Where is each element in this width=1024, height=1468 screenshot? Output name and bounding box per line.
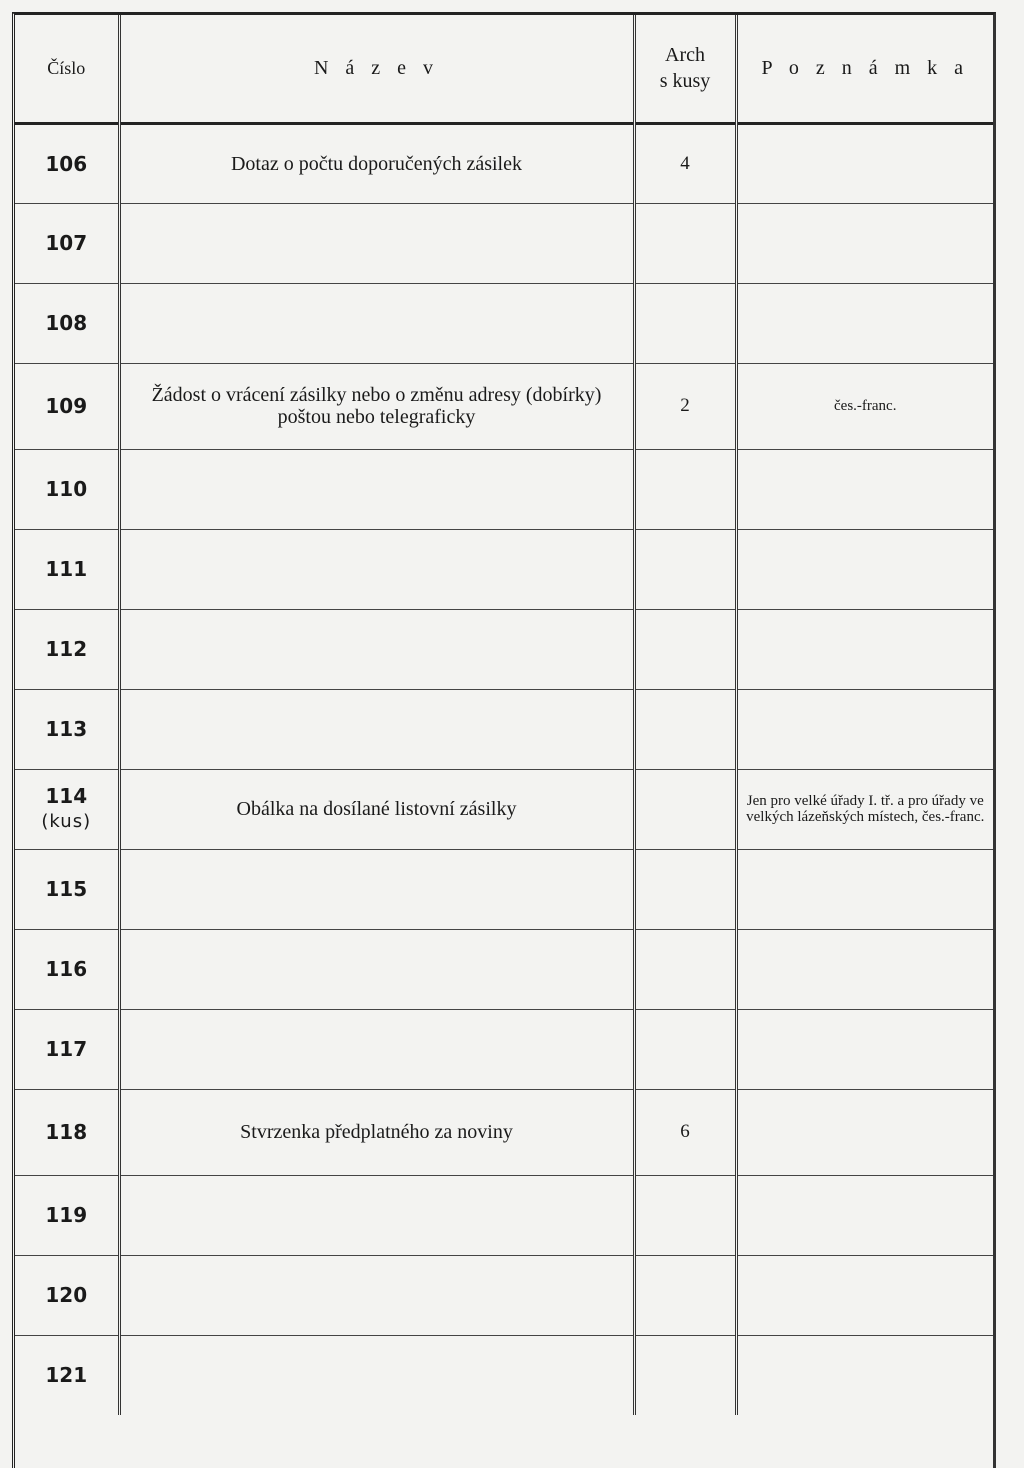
row-number	[15, 689, 119, 769]
row-qty	[634, 203, 736, 283]
table-row	[15, 769, 993, 849]
table-row	[15, 363, 993, 449]
row-note	[736, 449, 993, 529]
row-note	[736, 1255, 993, 1335]
row-number-value: 112	[45, 637, 88, 661]
row-note	[736, 689, 993, 769]
table-row	[15, 1009, 993, 1089]
row-qty: 2	[634, 363, 736, 449]
row-qty	[634, 929, 736, 1009]
row-number	[15, 929, 119, 1009]
row-name: Dotaz o počtu doporučených zásilek	[119, 123, 634, 203]
table-row	[15, 449, 993, 529]
row-name	[119, 689, 634, 769]
row-number-value: 118	[45, 1120, 88, 1144]
row-number	[15, 529, 119, 609]
table-row	[15, 203, 993, 283]
row-name: Stvrzenka předplatného za noviny	[119, 1089, 634, 1175]
row-note	[736, 1009, 993, 1089]
row-name	[119, 1175, 634, 1255]
table-row	[15, 283, 993, 363]
header-arch-line1: Arch	[665, 44, 705, 67]
table-row	[15, 529, 993, 609]
row-qty	[634, 529, 736, 609]
row-note	[736, 609, 993, 689]
row-number-value: 115	[45, 877, 88, 901]
row-name	[119, 283, 634, 363]
row-number-value: 110	[45, 477, 88, 501]
row-note: Jen pro velké úřady I. tř. a pro úřady ve velkých lázeňských místech, čes.-franc.	[736, 769, 993, 849]
header-number: Číslo	[15, 15, 119, 123]
row-number	[15, 203, 119, 283]
row-number-value: 106	[45, 151, 88, 176]
row-qty	[634, 689, 736, 769]
row-note	[736, 1175, 993, 1255]
row-name	[119, 203, 634, 283]
row-number	[15, 449, 119, 529]
row-number-value: 116	[45, 957, 88, 981]
table-row	[15, 929, 993, 1009]
row-number	[15, 769, 119, 849]
row-number	[15, 1335, 119, 1415]
row-number	[15, 609, 119, 689]
row-note	[736, 849, 993, 929]
row-note	[736, 123, 993, 203]
header-row	[15, 15, 993, 123]
row-name	[119, 1009, 634, 1089]
row-name: Obálka na dosílané listovní zásilky	[119, 769, 634, 849]
row-number-value: 109	[45, 394, 88, 418]
table-row	[15, 689, 993, 769]
table-row	[15, 1255, 993, 1335]
row-note	[736, 1089, 993, 1175]
row-number	[15, 363, 119, 449]
table-row	[15, 609, 993, 689]
row-number-value: 108	[45, 311, 88, 335]
row-qty	[634, 1335, 736, 1415]
table-row	[15, 1089, 993, 1175]
row-name	[119, 929, 634, 1009]
row-name	[119, 609, 634, 689]
row-number-value: 119	[45, 1203, 88, 1227]
row-number-value: 113	[45, 717, 88, 741]
row-number	[15, 123, 119, 203]
row-qty	[634, 609, 736, 689]
table-row	[15, 849, 993, 929]
row-qty	[634, 769, 736, 849]
header-name: N á z e v	[119, 15, 634, 123]
row-number-value: 117	[45, 1037, 88, 1061]
row-number-sub: (kus)	[41, 811, 92, 832]
form-sheet	[12, 12, 996, 1468]
row-name	[119, 449, 634, 529]
row-number	[15, 1175, 119, 1255]
row-name	[119, 1335, 634, 1415]
row-name: Žádost o vrácení zásilky nebo o změnu adresy (dobírky) poštou nebo telegraficky	[119, 363, 634, 449]
row-number	[15, 1089, 119, 1175]
table-row	[15, 1335, 993, 1415]
row-number	[15, 1255, 119, 1335]
row-qty	[634, 1255, 736, 1335]
row-qty: 6	[634, 1089, 736, 1175]
row-qty	[634, 1175, 736, 1255]
row-number	[15, 849, 119, 929]
row-number-value: 120	[45, 1283, 88, 1307]
row-number-value: 111	[45, 557, 88, 581]
row-note	[736, 203, 993, 283]
row-note	[736, 929, 993, 1009]
row-number	[15, 1009, 119, 1089]
forms-table	[15, 15, 993, 1415]
row-name	[119, 529, 634, 609]
row-note: čes.-franc.	[736, 363, 993, 449]
row-qty	[634, 449, 736, 529]
row-name	[119, 849, 634, 929]
row-number-value: 114	[45, 784, 88, 808]
row-note	[736, 1335, 993, 1415]
row-qty	[634, 849, 736, 929]
row-note	[736, 529, 993, 609]
row-note	[736, 283, 993, 363]
row-number-value: 121	[45, 1363, 88, 1388]
row-number-value: 107	[45, 231, 88, 255]
row-number	[15, 283, 119, 363]
row-name	[119, 1255, 634, 1335]
row-qty	[634, 1009, 736, 1089]
table-row	[15, 123, 993, 203]
header-arch-line2: s kusy	[659, 70, 711, 93]
header-arch	[634, 15, 736, 123]
row-qty	[634, 283, 736, 363]
row-qty: 4	[634, 123, 736, 203]
header-note: P o z n á m k a	[736, 15, 993, 123]
table-row	[15, 1175, 993, 1255]
